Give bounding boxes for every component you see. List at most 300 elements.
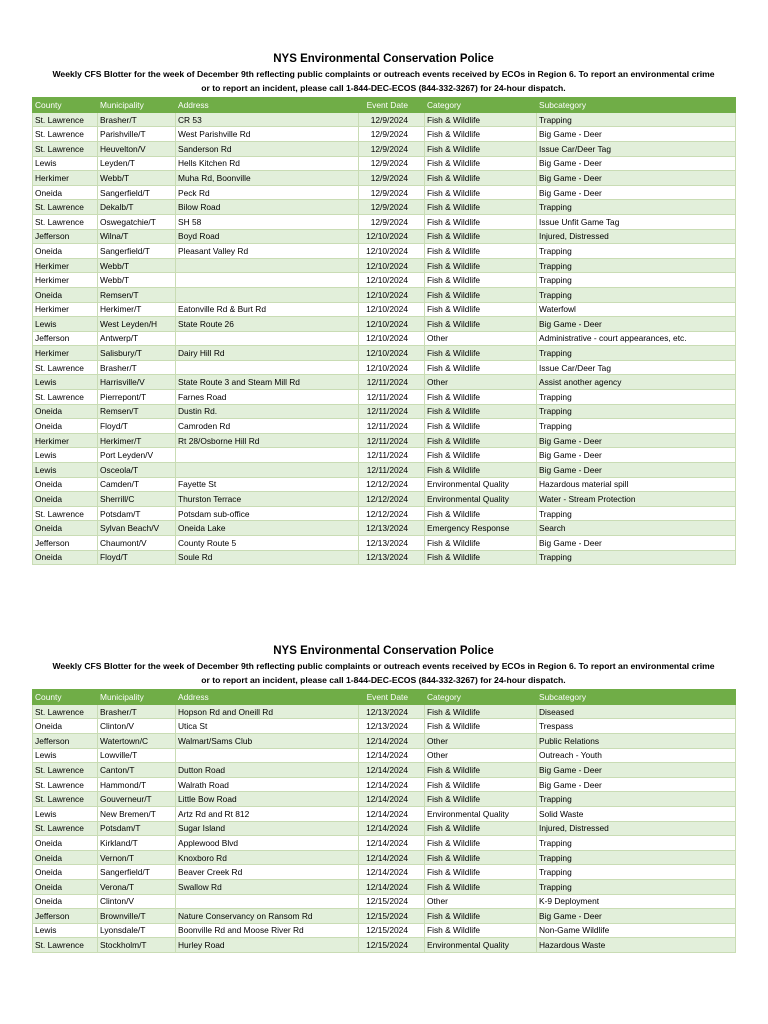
cell-municipality: Harrisville/V — [98, 375, 176, 390]
table-row — [33, 536, 736, 551]
cell-address — [176, 894, 359, 909]
cell-county: Lewis — [33, 317, 98, 332]
cell-municipality: Camden/T — [98, 477, 176, 492]
cell-county: St. Lawrence — [33, 704, 98, 719]
cell-county: Jefferson — [33, 733, 98, 748]
cell-category: Fish & Wildlife — [425, 302, 537, 317]
cell-county: Herkimer — [33, 258, 98, 273]
cell-category: Fish & Wildlife — [425, 850, 537, 865]
cell-subcategory: Big Game - Deer — [537, 763, 736, 778]
cell-subcategory: Issue Car/Deer Tag — [537, 360, 736, 375]
cell-event-date: 12/14/2024 — [359, 836, 425, 851]
table-row — [33, 792, 736, 807]
cell-address: Nature Conservancy on Ransom Rd — [176, 909, 359, 924]
cell-address: Walmart/Sams Club — [176, 733, 359, 748]
cell-subcategory: Trapping — [537, 287, 736, 302]
cell-county: Oneida — [33, 894, 98, 909]
table-row — [33, 806, 736, 821]
cell-county: St. Lawrence — [33, 112, 98, 127]
table-row — [33, 850, 736, 865]
table-row — [33, 938, 736, 953]
cell-county: St. Lawrence — [33, 821, 98, 836]
cell-event-date: 12/15/2024 — [359, 923, 425, 938]
cell-county: Lewis — [33, 156, 98, 171]
table-row — [33, 894, 736, 909]
cell-category: Fish & Wildlife — [425, 879, 537, 894]
cell-county: St. Lawrence — [33, 200, 98, 215]
table-row — [33, 185, 736, 200]
cell-municipality: Oswegatchie/T — [98, 214, 176, 229]
blotter-table-1 — [32, 97, 736, 565]
cell-category: Other — [425, 375, 537, 390]
cell-category: Fish & Wildlife — [425, 244, 537, 259]
table-row — [33, 229, 736, 244]
cell-address: Knoxboro Rd — [176, 850, 359, 865]
cell-category: Fish & Wildlife — [425, 360, 537, 375]
cell-event-date: 12/10/2024 — [359, 302, 425, 317]
table-row — [33, 821, 736, 836]
cell-municipality: Salisbury/T — [98, 346, 176, 361]
cell-category: Environmental Quality — [425, 938, 537, 953]
cell-subcategory: Water - Stream Protection — [537, 492, 736, 507]
cell-subcategory: Big Game - Deer — [537, 448, 736, 463]
cell-subcategory: Big Game - Deer — [537, 463, 736, 478]
cell-event-date: 12/14/2024 — [359, 850, 425, 865]
table-row — [33, 733, 736, 748]
cell-subcategory: Hazardous Waste — [537, 938, 736, 953]
cell-event-date: 12/14/2024 — [359, 777, 425, 792]
cell-address — [176, 463, 359, 478]
cell-municipality: Watertown/C — [98, 733, 176, 748]
table-row — [33, 244, 736, 259]
cell-county: Jefferson — [33, 331, 98, 346]
table-row — [33, 127, 736, 142]
blotter-section-1 — [32, 52, 735, 565]
cell-category: Fish & Wildlife — [425, 865, 537, 880]
cell-municipality: Parishville/T — [98, 127, 176, 142]
table-row — [33, 433, 736, 448]
cell-event-date: 12/10/2024 — [359, 244, 425, 259]
cell-category: Fish & Wildlife — [425, 127, 537, 142]
cell-subcategory: Big Game - Deer — [537, 536, 736, 551]
cell-event-date: 12/10/2024 — [359, 346, 425, 361]
cell-municipality: Antwerp/T — [98, 331, 176, 346]
cell-event-date: 12/10/2024 — [359, 287, 425, 302]
cell-subcategory: Big Game - Deer — [537, 777, 736, 792]
header-address: Address — [176, 690, 359, 705]
cell-address — [176, 748, 359, 763]
cell-municipality: Kirkland/T — [98, 836, 176, 851]
cell-category: Fish & Wildlife — [425, 141, 537, 156]
cell-event-date: 12/9/2024 — [359, 200, 425, 215]
cell-event-date: 12/14/2024 — [359, 792, 425, 807]
cell-subcategory: Injured, Distressed — [537, 229, 736, 244]
header-event-date: Event Date — [359, 690, 425, 705]
cell-subcategory: Trapping — [537, 200, 736, 215]
cell-county: St. Lawrence — [33, 360, 98, 375]
cell-municipality: Pierrepont/T — [98, 390, 176, 405]
cell-address — [176, 287, 359, 302]
cell-subcategory: Search — [537, 521, 736, 536]
cell-municipality: Dekalb/T — [98, 200, 176, 215]
cell-subcategory: Trapping — [537, 258, 736, 273]
cell-address: Muha Rd, Boonville — [176, 171, 359, 186]
cell-county: Oneida — [33, 492, 98, 507]
cell-address: Thurston Terrace — [176, 492, 359, 507]
table-body — [33, 704, 736, 952]
cell-municipality: Sangerfield/T — [98, 185, 176, 200]
cell-event-date: 12/10/2024 — [359, 360, 425, 375]
cell-municipality: Sangerfield/T — [98, 865, 176, 880]
cell-address: SH 58 — [176, 214, 359, 229]
cell-event-date: 12/9/2024 — [359, 214, 425, 229]
cell-county: Oneida — [33, 865, 98, 880]
cell-address — [176, 331, 359, 346]
cell-event-date: 12/9/2024 — [359, 127, 425, 142]
header-municipality: Municipality — [98, 690, 176, 705]
cell-address: Beaver Creek Rd — [176, 865, 359, 880]
cell-event-date: 12/12/2024 — [359, 477, 425, 492]
cell-municipality: Port Leyden/V — [98, 448, 176, 463]
cell-address: Swallow Rd — [176, 879, 359, 894]
cell-address — [176, 448, 359, 463]
cell-event-date: 12/9/2024 — [359, 112, 425, 127]
cell-address: Sugar Island — [176, 821, 359, 836]
cell-event-date: 12/14/2024 — [359, 748, 425, 763]
cell-address: Rt 28/Osborne Hill Rd — [176, 433, 359, 448]
cell-event-date: 12/14/2024 — [359, 763, 425, 778]
cell-category: Fish & Wildlife — [425, 923, 537, 938]
table-row — [33, 763, 736, 778]
cell-subcategory: Trapping — [537, 550, 736, 565]
table-row — [33, 719, 736, 734]
cell-event-date: 12/13/2024 — [359, 550, 425, 565]
cell-municipality: Floyd/T — [98, 419, 176, 434]
cell-address: Boonville Rd and Moose River Rd — [176, 923, 359, 938]
table-row — [33, 214, 736, 229]
cell-municipality: Webb/T — [98, 258, 176, 273]
cell-category: Emergency Response — [425, 521, 537, 536]
table-row — [33, 879, 736, 894]
cell-category: Fish & Wildlife — [425, 214, 537, 229]
cell-subcategory: Trapping — [537, 879, 736, 894]
cell-address: State Route 26 — [176, 317, 359, 332]
cell-municipality: Brasher/T — [98, 704, 176, 719]
table-row — [33, 156, 736, 171]
cell-subcategory: Trapping — [537, 419, 736, 434]
cell-municipality: Hammond/T — [98, 777, 176, 792]
cell-municipality: Brownville/T — [98, 909, 176, 924]
cell-subcategory: Trapping — [537, 836, 736, 851]
cell-county: St. Lawrence — [33, 214, 98, 229]
cell-municipality: Clinton/V — [98, 894, 176, 909]
cell-municipality: Brasher/T — [98, 360, 176, 375]
cell-subcategory: Trapping — [537, 865, 736, 880]
cell-county: St. Lawrence — [33, 127, 98, 142]
cell-category: Fish & Wildlife — [425, 704, 537, 719]
cell-municipality: Lyonsdale/T — [98, 923, 176, 938]
cell-event-date: 12/15/2024 — [359, 938, 425, 953]
cell-address — [176, 273, 359, 288]
header-subcategory: Subcategory — [537, 690, 736, 705]
cell-event-date: 12/13/2024 — [359, 521, 425, 536]
table-row — [33, 836, 736, 851]
cell-event-date: 12/9/2024 — [359, 156, 425, 171]
cell-county: Herkimer — [33, 346, 98, 361]
cell-category: Fish & Wildlife — [425, 536, 537, 551]
intro-line-1: Weekly CFS Blotter for the week of December 9th reflecting public complaints or outreach events received by ECOs in Region 6. To report an environmental crime — [52, 661, 715, 671]
table-row — [33, 346, 736, 361]
cell-category: Other — [425, 733, 537, 748]
cell-municipality: Sangerfield/T — [98, 244, 176, 259]
cell-event-date: 12/10/2024 — [359, 317, 425, 332]
cell-event-date: 12/9/2024 — [359, 141, 425, 156]
cell-event-date: 12/9/2024 — [359, 185, 425, 200]
cell-event-date: 12/11/2024 — [359, 390, 425, 405]
table-row — [33, 390, 736, 405]
cell-subcategory: Big Game - Deer — [537, 433, 736, 448]
table-row — [33, 550, 736, 565]
cell-municipality: Webb/T — [98, 273, 176, 288]
table-row — [33, 375, 736, 390]
cell-subcategory: Trapping — [537, 346, 736, 361]
cell-address: Farnes Road — [176, 390, 359, 405]
header-county: County — [33, 690, 98, 705]
cell-event-date: 12/11/2024 — [359, 433, 425, 448]
cell-category: Fish & Wildlife — [425, 792, 537, 807]
cell-municipality: Herkimer/T — [98, 433, 176, 448]
cell-municipality: Remsen/T — [98, 287, 176, 302]
cell-subcategory: Administrative - court appearances, etc. — [537, 331, 736, 346]
cell-category: Fish & Wildlife — [425, 273, 537, 288]
table-row — [33, 419, 736, 434]
cell-address: County Route 5 — [176, 536, 359, 551]
cell-category: Other — [425, 748, 537, 763]
cell-subcategory: Trapping — [537, 112, 736, 127]
cell-subcategory: Big Game - Deer — [537, 127, 736, 142]
table-row — [33, 492, 736, 507]
cell-subcategory: Trapping — [537, 850, 736, 865]
cell-subcategory: Trapping — [537, 273, 736, 288]
cell-county: St. Lawrence — [33, 938, 98, 953]
cell-municipality: Heuvelton/V — [98, 141, 176, 156]
header-event-date: Event Date — [359, 98, 425, 113]
cell-municipality: Potsdam/T — [98, 821, 176, 836]
cell-category: Fish & Wildlife — [425, 258, 537, 273]
cell-county: Lewis — [33, 806, 98, 821]
cell-county: Jefferson — [33, 229, 98, 244]
table-row — [33, 923, 736, 938]
cell-address: Pleasant Valley Rd — [176, 244, 359, 259]
cell-address — [176, 258, 359, 273]
header-category: Category — [425, 690, 537, 705]
cell-municipality: Lowville/T — [98, 748, 176, 763]
table-row — [33, 302, 736, 317]
cell-event-date: 12/15/2024 — [359, 894, 425, 909]
cell-county: Lewis — [33, 375, 98, 390]
blotter-section-2 — [32, 644, 735, 953]
cell-address: Utica St — [176, 719, 359, 734]
cell-category: Fish & Wildlife — [425, 463, 537, 478]
cell-municipality: Herkimer/T — [98, 302, 176, 317]
cell-municipality: Chaumont/V — [98, 536, 176, 551]
cell-event-date: 12/10/2024 — [359, 229, 425, 244]
cell-address: Hurley Road — [176, 938, 359, 953]
cell-subcategory: Trespass — [537, 719, 736, 734]
cell-subcategory: Hazardous material spill — [537, 477, 736, 492]
cell-event-date: 12/11/2024 — [359, 419, 425, 434]
table-row — [33, 200, 736, 215]
cell-municipality: Osceola/T — [98, 463, 176, 478]
table-row — [33, 141, 736, 156]
cell-county: Lewis — [33, 748, 98, 763]
cell-subcategory: Trapping — [537, 506, 736, 521]
cell-county: Herkimer — [33, 302, 98, 317]
cell-county: Lewis — [33, 463, 98, 478]
cell-address: Dustin Rd. — [176, 404, 359, 419]
cell-address: Eatonville Rd & Burt Rd — [176, 302, 359, 317]
cell-municipality: Clinton/V — [98, 719, 176, 734]
table-row — [33, 448, 736, 463]
cell-municipality: New Bremen/T — [98, 806, 176, 821]
table-row — [33, 477, 736, 492]
cell-category: Fish & Wildlife — [425, 821, 537, 836]
cell-county: Jefferson — [33, 909, 98, 924]
cell-category: Fish & Wildlife — [425, 777, 537, 792]
table-row — [33, 171, 736, 186]
cell-county: Lewis — [33, 448, 98, 463]
cell-county: Oneida — [33, 419, 98, 434]
cell-county: Oneida — [33, 879, 98, 894]
page-title: NYS Environmental Conservation Police — [273, 53, 494, 65]
cell-subcategory: Outreach - Youth — [537, 748, 736, 763]
cell-event-date: 12/12/2024 — [359, 506, 425, 521]
cell-county: Lewis — [33, 923, 98, 938]
blotter-table-2 — [32, 689, 736, 953]
cell-event-date: 12/13/2024 — [359, 536, 425, 551]
table-row — [33, 865, 736, 880]
header-subcategory: Subcategory — [537, 98, 736, 113]
cell-address: Hopson Rd and Oneill Rd — [176, 704, 359, 719]
cell-event-date: 12/10/2024 — [359, 331, 425, 346]
cell-category: Fish & Wildlife — [425, 550, 537, 565]
cell-municipality: Brasher/T — [98, 112, 176, 127]
cell-category: Fish & Wildlife — [425, 346, 537, 361]
cell-municipality: Vernon/T — [98, 850, 176, 865]
cell-county: Herkimer — [33, 273, 98, 288]
cell-municipality: Wilna/T — [98, 229, 176, 244]
cell-category: Fish & Wildlife — [425, 836, 537, 851]
cell-municipality: Potsdam/T — [98, 506, 176, 521]
cell-subcategory: Solid Waste — [537, 806, 736, 821]
table-header-row — [33, 98, 736, 113]
cell-address: Potsdam sub-office — [176, 506, 359, 521]
cell-category: Other — [425, 894, 537, 909]
cell-address: Artz Rd and Rt 812 — [176, 806, 359, 821]
cell-category: Fish & Wildlife — [425, 112, 537, 127]
table-row — [33, 258, 736, 273]
cell-municipality: Leyden/T — [98, 156, 176, 171]
cell-county: Oneida — [33, 404, 98, 419]
cell-county: Herkimer — [33, 433, 98, 448]
cell-event-date: 12/14/2024 — [359, 865, 425, 880]
cell-category: Fish & Wildlife — [425, 506, 537, 521]
cell-address — [176, 360, 359, 375]
cell-address: Dairy Hill Rd — [176, 346, 359, 361]
cell-category: Fish & Wildlife — [425, 200, 537, 215]
cell-county: Herkimer — [33, 171, 98, 186]
cell-county: Jefferson — [33, 536, 98, 551]
cell-event-date: 12/11/2024 — [359, 463, 425, 478]
cell-category: Fish & Wildlife — [425, 171, 537, 186]
cell-address: Soule Rd — [176, 550, 359, 565]
cell-address: Hells Kitchen Rd — [176, 156, 359, 171]
cell-address: State Route 3 and Steam Mill Rd — [176, 375, 359, 390]
table-row — [33, 287, 736, 302]
cell-county: Oneida — [33, 244, 98, 259]
cell-event-date: 12/11/2024 — [359, 448, 425, 463]
table-row — [33, 521, 736, 536]
cell-address: CR 53 — [176, 112, 359, 127]
cell-subcategory: Trapping — [537, 404, 736, 419]
cell-subcategory: Waterfowl — [537, 302, 736, 317]
cell-county: St. Lawrence — [33, 390, 98, 405]
cell-municipality: Stockholm/T — [98, 938, 176, 953]
intro-line-2: or to report an incident, please call 1-844-DEC-ECOS (844-332-3267) for 24-hour dispatch. — [201, 674, 566, 685]
cell-municipality: Gouverneur/T — [98, 792, 176, 807]
cell-address: Bilow Road — [176, 200, 359, 215]
cell-municipality: Sylvan Beach/V — [98, 521, 176, 536]
cell-address: Fayette St — [176, 477, 359, 492]
cell-address: Boyd Road — [176, 229, 359, 244]
cell-municipality: Floyd/T — [98, 550, 176, 565]
table-row — [33, 748, 736, 763]
cell-county: St. Lawrence — [33, 777, 98, 792]
cell-county: St. Lawrence — [33, 792, 98, 807]
cell-subcategory: Non-Game Wildlife — [537, 923, 736, 938]
cell-subcategory: Diseased — [537, 704, 736, 719]
cell-address: Little Bow Road — [176, 792, 359, 807]
cell-category: Fish & Wildlife — [425, 433, 537, 448]
cell-subcategory: Big Game - Deer — [537, 185, 736, 200]
cell-category: Fish & Wildlife — [425, 404, 537, 419]
cell-event-date: 12/15/2024 — [359, 909, 425, 924]
header-category: Category — [425, 98, 537, 113]
table-row — [33, 331, 736, 346]
cell-category: Fish & Wildlife — [425, 156, 537, 171]
cell-category: Fish & Wildlife — [425, 909, 537, 924]
cell-event-date: 12/13/2024 — [359, 719, 425, 734]
table-row — [33, 317, 736, 332]
cell-event-date: 12/14/2024 — [359, 879, 425, 894]
table-row — [33, 273, 736, 288]
cell-event-date: 12/10/2024 — [359, 273, 425, 288]
cell-category: Fish & Wildlife — [425, 287, 537, 302]
cell-subcategory: K-9 Deployment — [537, 894, 736, 909]
cell-subcategory: Trapping — [537, 244, 736, 259]
cell-category: Fish & Wildlife — [425, 229, 537, 244]
cell-event-date: 12/14/2024 — [359, 733, 425, 748]
cell-subcategory: Public Relations — [537, 733, 736, 748]
header-county: County — [33, 98, 98, 113]
cell-county: St. Lawrence — [33, 141, 98, 156]
table-row — [33, 360, 736, 375]
cell-event-date: 12/9/2024 — [359, 171, 425, 186]
table-row — [33, 404, 736, 419]
page-title: NYS Environmental Conservation Police — [273, 645, 494, 657]
cell-municipality: Remsen/T — [98, 404, 176, 419]
cell-address: Walrath Road — [176, 777, 359, 792]
